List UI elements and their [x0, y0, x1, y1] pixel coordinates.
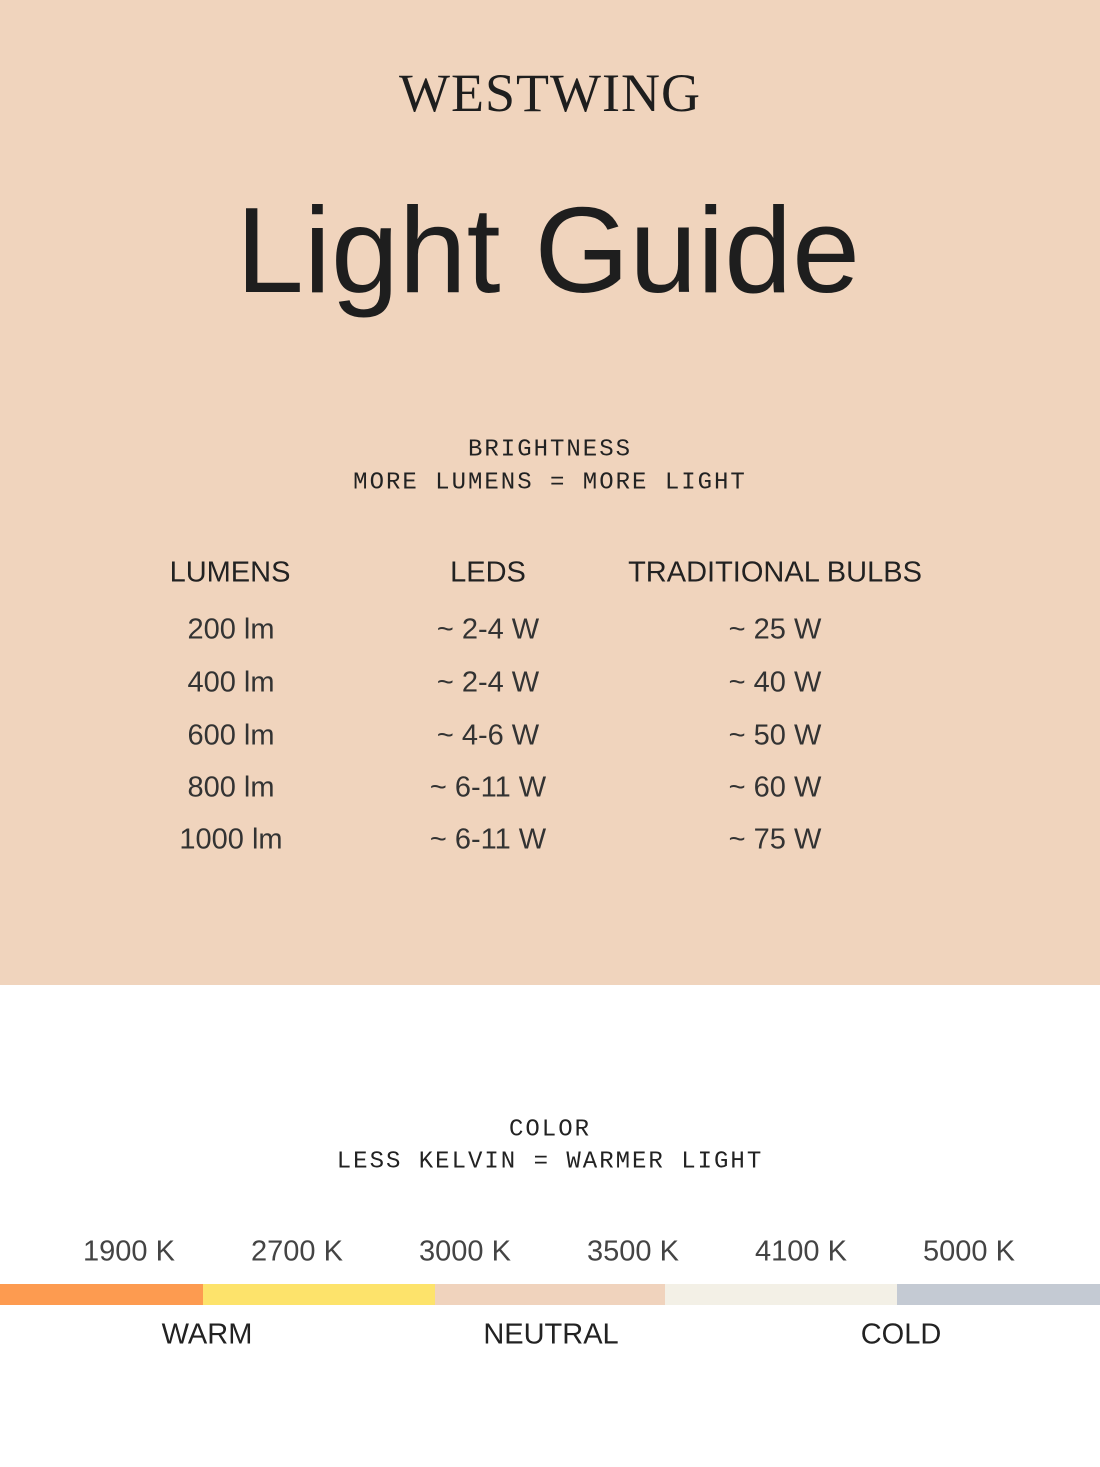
kelvin-label: 3000 K: [419, 1235, 511, 1268]
brightness-heading: BRIGHTNESS: [467, 436, 633, 464]
table-cell: ~ 40 W: [728, 666, 822, 699]
color-heading: COLOR: [508, 1116, 592, 1144]
temperature-category: WARM: [161, 1318, 253, 1351]
color-swatch: [665, 1284, 897, 1305]
table-cell: 600 lm: [187, 719, 275, 752]
table-cell: 200 lm: [187, 613, 275, 646]
kelvin-label: 5000 K: [923, 1235, 1015, 1268]
color-swatch: [0, 1284, 203, 1305]
table-cell: 1000 lm: [179, 823, 283, 856]
table-cell: 800 lm: [187, 771, 275, 804]
color-swatch: [435, 1284, 665, 1305]
table-cell: ~ 6-11 W: [429, 823, 547, 856]
brand-logo: WESTWING: [399, 63, 701, 123]
color-subheading: LESS KELVIN = WARMER LIGHT: [336, 1148, 764, 1176]
kelvin-label: 3500 K: [587, 1235, 679, 1268]
column-header: LUMENS: [169, 556, 291, 589]
brightness-subheading: MORE LUMENS = MORE LIGHT: [353, 469, 747, 497]
color-swatch: [203, 1284, 435, 1305]
column-header: TRADITIONAL BULBS: [628, 556, 922, 589]
page-title: Light Guide: [236, 182, 860, 318]
table-cell: ~ 6-11 W: [429, 771, 547, 804]
table-cell: ~ 25 W: [728, 613, 822, 646]
kelvin-label: 4100 K: [755, 1235, 847, 1268]
column-header: LEDS: [450, 556, 526, 589]
kelvin-label: 2700 K: [251, 1235, 343, 1268]
color-swatch: [897, 1284, 1100, 1305]
table-cell: ~ 2-4 W: [436, 613, 540, 646]
table-cell: 400 lm: [187, 666, 275, 699]
table-cell: ~ 60 W: [728, 771, 822, 804]
table-cell: ~ 2-4 W: [436, 666, 540, 699]
table-cell: ~ 4-6 W: [436, 719, 540, 752]
kelvin-label: 1900 K: [83, 1235, 175, 1268]
table-cell: ~ 75 W: [728, 823, 822, 856]
temperature-category: NEUTRAL: [483, 1318, 619, 1351]
table-cell: ~ 50 W: [728, 719, 822, 752]
temperature-category: COLD: [860, 1318, 942, 1351]
